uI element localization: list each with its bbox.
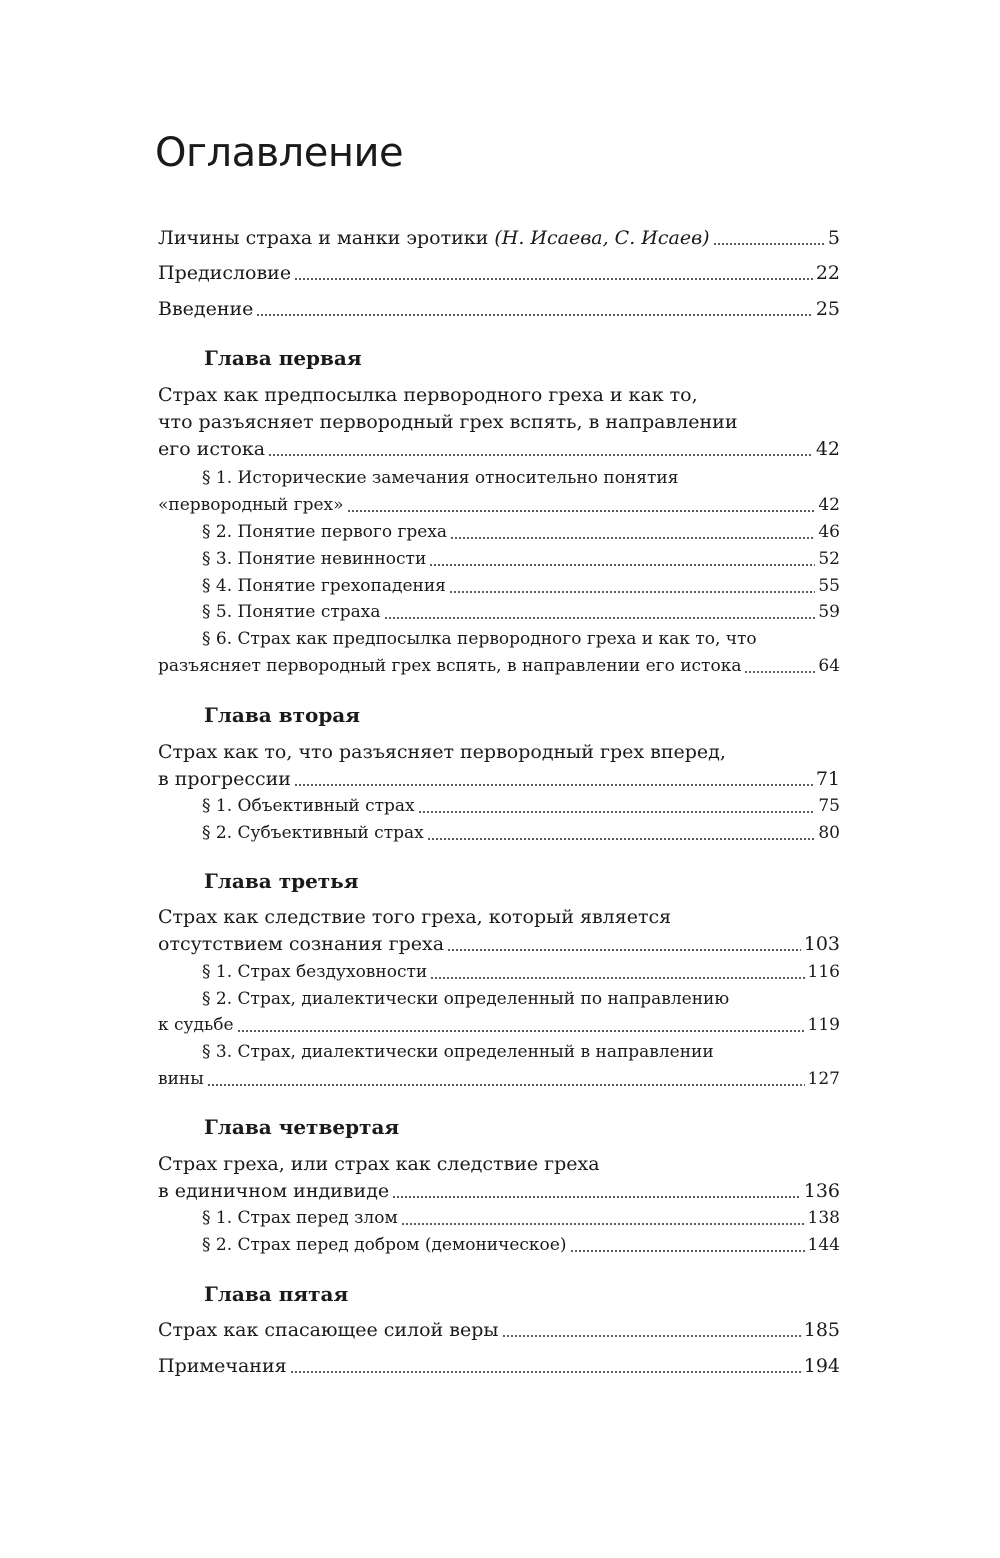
toc-entry-label: в прогрессии <box>158 768 291 790</box>
leader-dots <box>449 591 815 593</box>
toc-entry-section[interactable] <box>158 519 840 545</box>
leader-dots <box>294 278 813 280</box>
toc-entry-section[interactable] <box>158 653 840 679</box>
chapter-heading: Глава четвертая <box>204 1115 400 1139</box>
page-number: 59 <box>818 602 840 622</box>
toc-entry-chapter[interactable] <box>158 1317 840 1343</box>
leader-dots <box>713 243 825 245</box>
toc-entry-section[interactable] <box>158 573 840 599</box>
page-number: 127 <box>807 1069 840 1089</box>
chapter-title-line: Страх греха, или страх как следствие греха <box>158 1153 600 1175</box>
leader-dots <box>401 1223 805 1225</box>
toc-entry-label: Введение <box>158 298 254 320</box>
chapter-heading: Глава третья <box>204 869 359 893</box>
toc-entry-label: «первородный грех» <box>158 495 344 515</box>
page-number: 80 <box>818 823 840 843</box>
toc-entry-label: § 3. Понятие невинности <box>202 549 427 569</box>
page-number: 136 <box>803 1180 840 1202</box>
toc-entry-section[interactable] <box>158 1232 840 1258</box>
page-title: Оглавление <box>155 130 404 176</box>
page-number: 116 <box>807 962 840 982</box>
toc-entry-label: к судьбе <box>158 1015 234 1035</box>
leader-dots <box>256 314 812 316</box>
page-number: 185 <box>803 1319 840 1341</box>
page-number: 119 <box>807 1015 840 1035</box>
page-number: 22 <box>815 262 840 284</box>
toc-entry-chapter[interactable] <box>158 1178 840 1204</box>
toc-entry-section[interactable] <box>158 1066 840 1092</box>
toc-entry-label: Примечания <box>158 1355 287 1377</box>
leader-dots <box>744 671 815 673</box>
page-number: 52 <box>818 549 840 569</box>
page-number: 5 <box>827 227 840 249</box>
toc-entry-chapter[interactable] <box>158 931 840 957</box>
toc-entry-label: § 1. Страх перед злом <box>202 1208 398 1228</box>
chapter-heading: Глава пятая <box>204 1282 349 1306</box>
toc-entry-front-3[interactable] <box>158 296 840 322</box>
leader-dots <box>430 977 804 979</box>
page-number: 42 <box>818 495 840 515</box>
leader-dots <box>207 1084 805 1086</box>
leader-dots <box>418 811 816 813</box>
chapter-heading: Глава первая <box>204 346 362 370</box>
chapter-title-line: Страх как предпосылка первородного греха и как то, <box>158 384 698 406</box>
toc-entry-section[interactable] <box>158 820 840 846</box>
toc-entry-section[interactable] <box>158 546 840 572</box>
toc-entry-label: вины <box>158 1069 204 1089</box>
chapter-title-line: Страх как следствие того греха, который является <box>158 906 672 928</box>
page-number: 138 <box>807 1208 840 1228</box>
toc-entry-label: § 1. Страх бездуховности <box>202 962 428 982</box>
leader-dots <box>294 784 813 786</box>
leader-dots <box>290 1371 801 1373</box>
toc-entry-section[interactable] <box>158 1012 840 1038</box>
leader-dots <box>427 838 816 840</box>
toc-entry-label: его истока <box>158 438 266 460</box>
toc-entry-section[interactable] <box>158 959 840 985</box>
toc-entry-section[interactable] <box>158 492 840 518</box>
page-number: 64 <box>818 656 840 676</box>
toc-entry-label: § 2. Субъективный страх <box>202 823 424 843</box>
toc-entry-label: Предисловие <box>158 262 292 284</box>
leader-dots <box>450 537 815 539</box>
toc-entry-label: § 4. Понятие грехопадения <box>202 576 446 596</box>
toc-entry-front-2[interactable] <box>158 260 840 286</box>
page-number: 103 <box>803 933 840 955</box>
toc-entry-section[interactable] <box>158 1205 840 1231</box>
chapter-title-line: что разъясняет первородный грех вспять, в направлении <box>158 411 738 433</box>
leader-dots <box>502 1335 801 1337</box>
toc-entry-label: Страх как спасающее силой веры <box>158 1319 499 1341</box>
section-title-line: § 1. Исторические замечания относительно понятия <box>202 468 679 488</box>
toc-entry-label: § 1. Объективный страх <box>202 796 415 816</box>
page-number: 55 <box>818 576 840 596</box>
toc-entry-label: разъясняет первородный грех вспять, в направлении его истока <box>158 656 742 676</box>
chapter-title-line: Страх как то, что разъясняет первородный грех вперед, <box>158 741 726 763</box>
toc-entry-front-1[interactable] <box>158 225 840 251</box>
leader-dots <box>237 1030 805 1032</box>
toc-entry-notes[interactable] <box>158 1353 840 1379</box>
page-number: 46 <box>818 522 840 542</box>
toc-entry-section[interactable] <box>158 793 840 819</box>
leader-dots <box>570 1250 805 1252</box>
leader-dots <box>392 1196 801 1198</box>
toc-entry-label: отсутствием сознания греха <box>158 933 445 955</box>
toc-entry-chapter[interactable] <box>158 436 840 462</box>
page-number: 75 <box>818 796 840 816</box>
leader-dots <box>384 617 816 619</box>
toc-entry-label: § 2. Понятие первого греха <box>202 522 448 542</box>
leader-dots <box>347 510 816 512</box>
leader-dots <box>268 454 813 456</box>
page-number: 194 <box>803 1355 840 1377</box>
page-number: 144 <box>807 1235 840 1255</box>
toc-entry-label: § 2. Страх перед добром (демоническое) <box>202 1235 567 1255</box>
section-title-line: § 3. Страх, диалектически определенный в направлении <box>202 1042 714 1062</box>
leader-dots <box>429 564 815 566</box>
page-number: 25 <box>815 298 840 320</box>
toc-entry-label: в единичном индивиде <box>158 1180 390 1202</box>
section-title-line: § 2. Страх, диалектически определенный по направлению <box>202 989 730 1009</box>
page-number: 42 <box>815 438 840 460</box>
toc-entry-section[interactable] <box>158 599 840 625</box>
toc-entry-label: Личины страха и манки эротики (Н. Исаева, С. Исаев) <box>158 227 710 249</box>
section-title-line: § 6. Страх как предпосылка первородного греха и как то, что <box>202 629 757 649</box>
toc-entry-chapter[interactable] <box>158 766 840 792</box>
page-number: 71 <box>815 768 840 790</box>
chapter-heading: Глава вторая <box>204 703 361 727</box>
toc-entry-label: § 5. Понятие страха <box>202 602 381 622</box>
leader-dots <box>447 949 801 951</box>
